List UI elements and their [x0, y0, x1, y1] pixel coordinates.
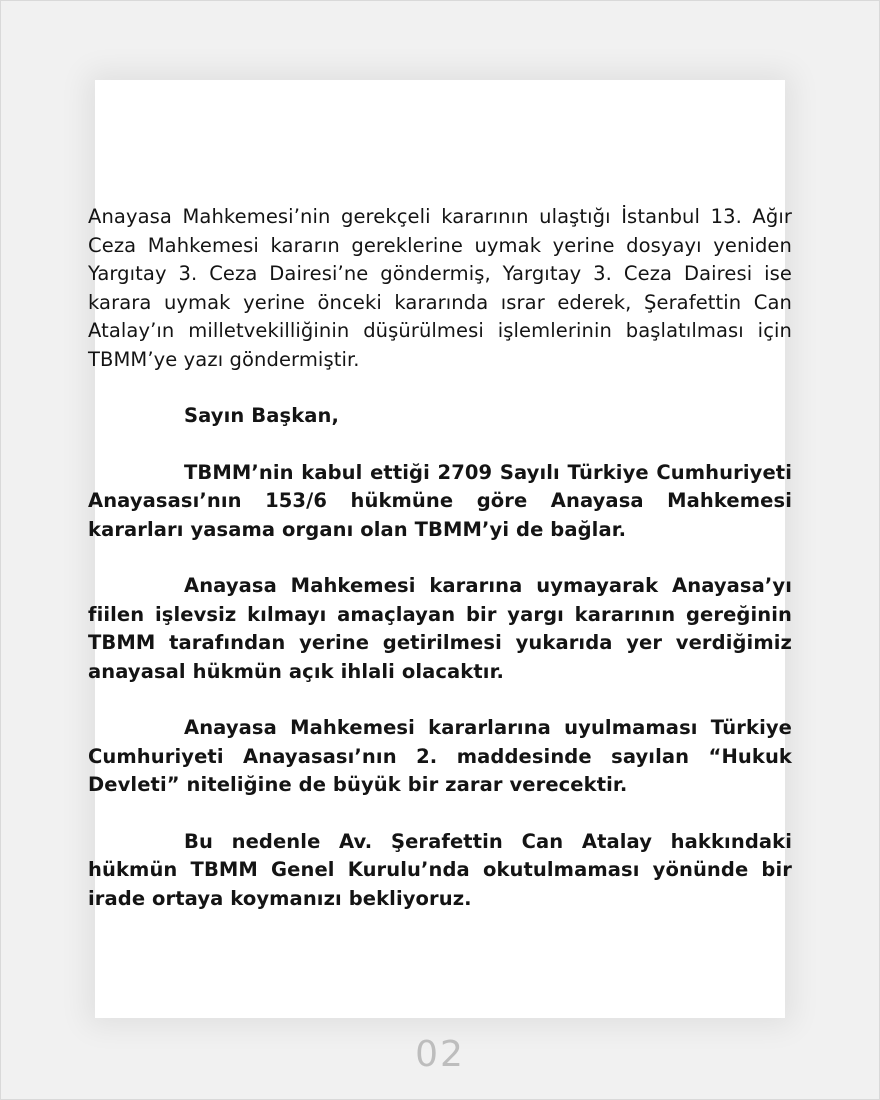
page-number: 02 — [415, 1034, 465, 1075]
salutation: Sayın Başkan, — [184, 404, 340, 427]
rule-of-law-paragraph: Anayasa Mahkemesi kararlarına uyulmaması Türkiye Cumhuriyeti Anayasası’nın 2. maddesinde sayılan “Hukuk Devleti” niteliğine de büyük bir zarar verecektir. — [88, 716, 792, 796]
intro-paragraph: Anayasa Mahkemesi’nin gerekçeli kararının ulaştığı İstanbul 13. Ağır Ceza Mahkemesi kararın gereklerine uymak yerine dosyayı yeniden Yargıtay 3. Ceza Dairesi’ne göndermiş, Yargıtay 3. Ceza Dairesi ise karara uymak yerine önceki kararında ısrar ederek, Şerafettin Can Atalay’ın milletvekilliğinin düşürülmesi işlemlerinin başlatılması için TBMM’ye yazı göndermiştir. — [88, 205, 792, 371]
request-paragraph: Bu nedenle Av. Şerafettin Can Atalay hakkındaki hükmün TBMM Genel Kurulu’nda okutulmaması yönünde bir irade ortaya koymanızı bekliyoruz. — [88, 829, 792, 910]
violation-paragraph: Anayasa Mahkemesi kararına uymayarak Anayasa’yı fiilen işlevsiz kılmayı amaçlayan bir yargı kararının gereğinin TBMM tarafından yerine getirilmesi yukarıda yer verdiğimiz anayasal hükmün açık ihlali olacaktır. — [88, 574, 792, 683]
document-body — [88, 203, 792, 913]
constitution-paragraph: TBMM’nin kabul ettiği 2709 Sayılı Türkiye Cumhuriyeti Anayasası’nın 153/6 hükmüne göre Anayasa Mahkemesi kararları yasama organı olan TBMM’yi de bağlar. — [88, 460, 792, 541]
